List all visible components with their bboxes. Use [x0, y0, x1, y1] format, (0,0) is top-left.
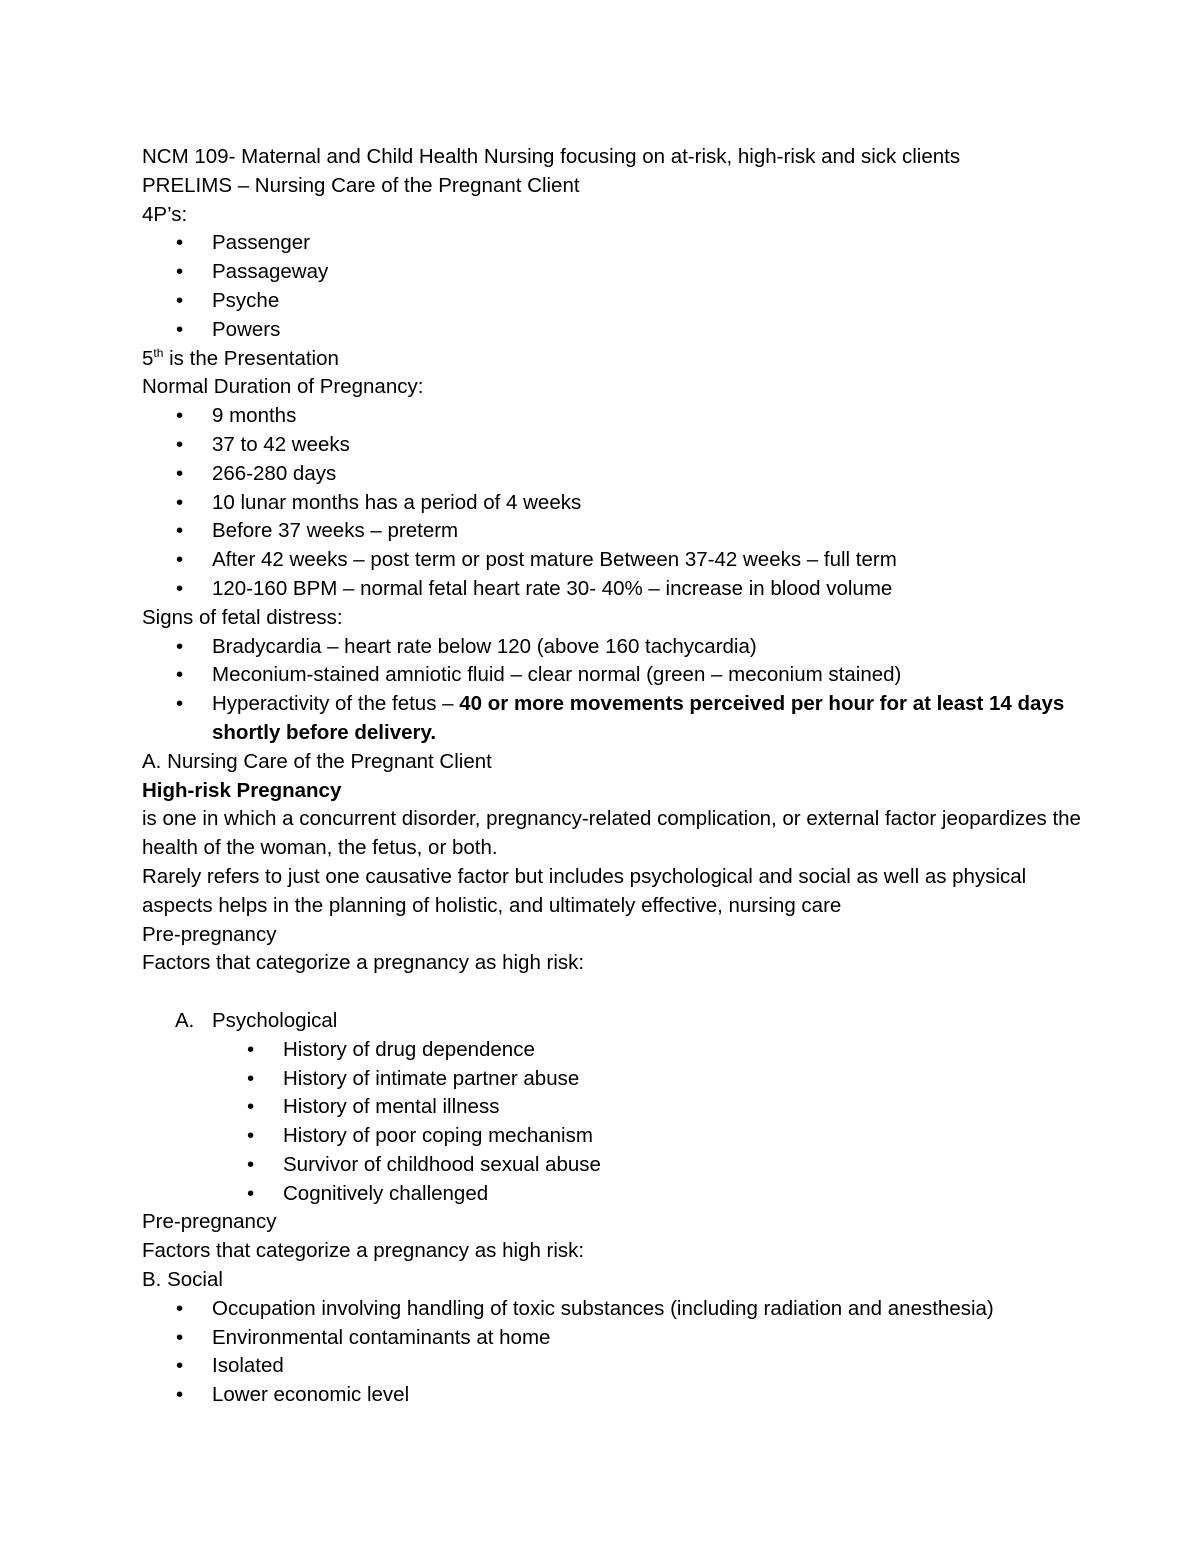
course-title: NCM 109- Maternal and Child Health Nursing focusing on at-risk, high-risk and sick clients: [142, 145, 961, 168]
list-item: • Lower economic level: [142, 1381, 1092, 1410]
fetal-distress-heading: Signs of fetal distress:: [142, 605, 343, 629]
bullet-icon: •: [176, 1354, 184, 1378]
high-risk-rarely: Rarely refers to just one causative factor but includes psychological and social as well as physical aspects helps in the planning of holistic, and ultimately effective, nursing care: [142, 864, 1027, 917]
bullet-icon: •: [247, 1066, 255, 1090]
bullet-icon: •: [247, 1181, 255, 1205]
bullet-icon: •: [247, 1124, 255, 1148]
bullet-icon: •: [247, 1037, 255, 1061]
list-item: • History of drug dependence: [142, 1036, 1092, 1065]
list-item: • Before 37 weeks – preterm: [142, 517, 1092, 546]
bullet-icon: •: [176, 519, 184, 543]
bullet-icon: •: [176, 1383, 184, 1407]
list-item: • 9 months: [142, 402, 1092, 431]
bullet-icon: •: [176, 404, 184, 428]
prelims-title: PRELIMS – Nursing Care of the Pregnant Client: [142, 173, 580, 197]
bullet-icon: •: [176, 260, 184, 284]
social-heading: B. Social: [142, 1268, 223, 1292]
list-item: • Occupation involving handling of toxic substances (including radiation and anesthesia): [142, 1295, 1092, 1324]
four-ps-list: [142, 229, 1092, 344]
duration-list: [142, 402, 1092, 604]
list-item: • History of poor coping mechanism: [142, 1122, 1092, 1151]
psychological-list: [142, 1036, 1092, 1209]
document-body: [142, 143, 1092, 1410]
bullet-icon: •: [247, 1095, 255, 1119]
list-item: • Hyperactivity of the fetus – 40 or more movements perceived per hour for at least 14 days shortly before delivery.: [176, 692, 1065, 744]
bullet-icon: •: [176, 231, 184, 255]
pre-pregnancy-label: Pre-pregnancy: [142, 922, 277, 946]
list-item: • History of mental illness: [142, 1093, 1092, 1122]
list-item: • Passenger: [142, 229, 1092, 258]
pre-pregnancy-label: Pre-pregnancy: [142, 1210, 277, 1234]
list-item: • 266-280 days: [142, 460, 1092, 489]
bullet-icon: •: [176, 490, 184, 514]
list-item: • Powers: [142, 316, 1092, 345]
bullet-icon: •: [176, 663, 184, 687]
blank-line: [142, 978, 1092, 1007]
list-item: • 10 lunar months has a period of 4 weeks: [142, 489, 1092, 518]
duration-heading: Normal Duration of Pregnancy:: [142, 375, 424, 399]
bullet-icon: •: [176, 432, 184, 456]
list-item: • 37 to 42 weeks: [142, 431, 1092, 460]
list-item: • Bradycardia – heart rate below 120 (above 160 tachycardia): [142, 633, 1092, 662]
fetal-distress-list: [142, 633, 1092, 748]
bullet-icon: •: [176, 461, 184, 485]
section-a-title: A. Nursing Care of the Pregnant Client: [142, 749, 492, 773]
bullet-icon: •: [176, 548, 184, 572]
list-item: • History of intimate partner abuse: [142, 1065, 1092, 1094]
bullet-icon: •: [176, 576, 184, 600]
bullet-icon: •: [247, 1152, 255, 1176]
bullet-icon: •: [176, 692, 184, 716]
bullet-icon: •: [176, 288, 184, 312]
psychological-heading: A. Psychological: [175, 1008, 338, 1032]
social-list: [142, 1295, 1092, 1410]
list-item: • Psyche: [142, 287, 1092, 316]
fifth-presentation: 5th is the Presentation: [142, 345, 339, 370]
list-item: • Meconium-stained amniotic fluid – clear normal (green – meconium stained): [142, 661, 1092, 690]
bullet-icon: •: [176, 317, 184, 341]
list-item: • Isolated: [142, 1352, 1092, 1381]
list-item: • Environmental contaminants at home: [142, 1324, 1092, 1353]
bullet-icon: •: [176, 1296, 184, 1320]
factors-label: Factors that categorize a pregnancy as high risk:: [142, 1239, 585, 1263]
high-risk-definition: is one in which a concurrent disorder, pregnancy-related complication, or external factor jeopardizes the health of the woman, the fetus, or both.: [142, 807, 1081, 860]
list-item: • Survivor of childhood sexual abuse: [142, 1151, 1092, 1180]
list-item: • Passageway: [142, 258, 1092, 287]
list-item: • 120-160 BPM – normal fetal heart rate 30- 40% – increase in blood volume: [142, 575, 1092, 604]
list-item: • Cognitively challenged: [142, 1180, 1092, 1209]
list-item: • After 42 weeks – post term or post mature Between 37-42 weeks – full term: [142, 546, 1092, 575]
factors-label: Factors that categorize a pregnancy as high risk:: [142, 951, 585, 975]
high-risk-heading: High-risk Pregnancy: [142, 778, 342, 802]
bullet-icon: •: [176, 1325, 184, 1349]
four-ps-heading: 4P’s:: [142, 202, 188, 226]
bullet-icon: •: [176, 634, 184, 658]
